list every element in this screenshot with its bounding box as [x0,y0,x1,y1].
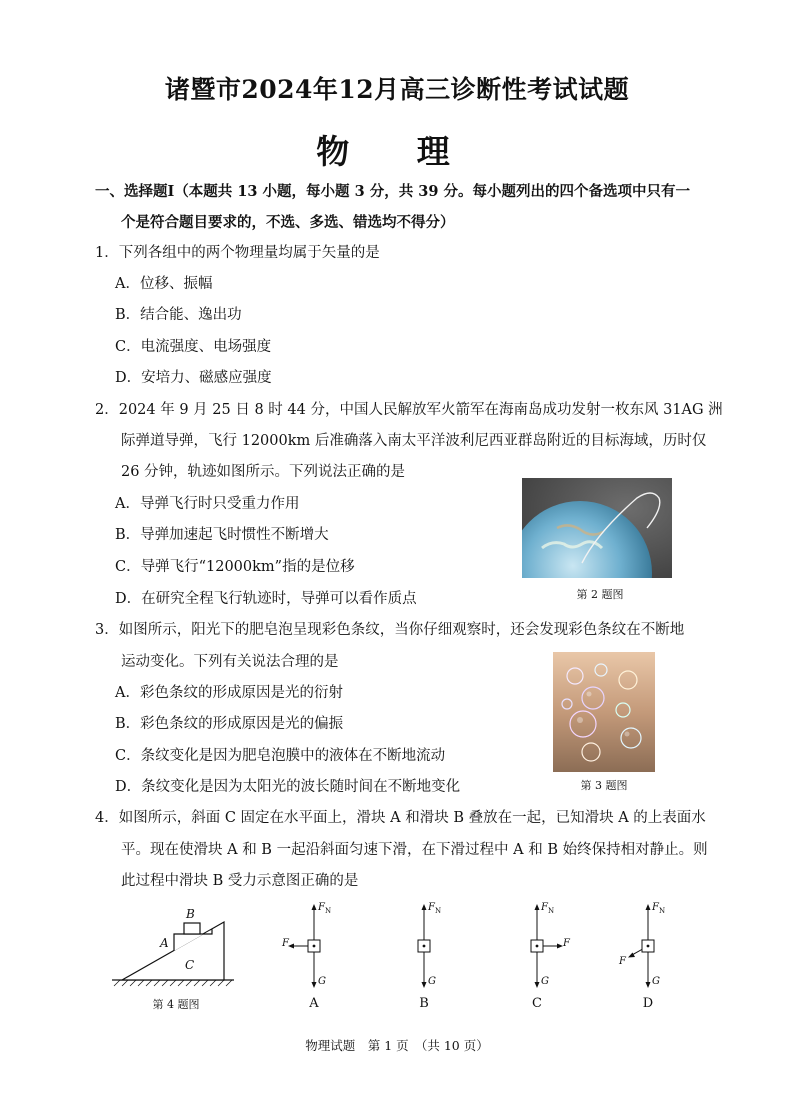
normal-force-label: $F_N$ [541,902,555,915]
section-heading-cont: 个是符合题目要求的，不选、多选、错选均不得分） [121,214,455,231]
question-3-figure-caption: 第 3 题图 [580,779,628,792]
page-footer: 物理试题 第 1 页 （共 10 页） [305,1038,489,1053]
question-1-option-c: C．电流强度、电场强度 [115,339,272,355]
question-1-option-d: D．安培力、磁感应强度 [115,370,272,386]
normal-force-label: $F_N$ [652,902,666,915]
question-2-stem-cont2: 26 分钟，轨迹如图所示。下列说法正确的是 [121,464,406,480]
question-3-option-b: B．彩色条纹的形成原因是光的偏振 [115,716,344,732]
question-4-figure-caption: 第 4 题图 [152,998,200,1011]
block-b-label: B [186,907,195,921]
incline-figure [112,902,237,992]
question-2-figure-caption: 第 2 题图 [576,588,624,601]
normal-force-label: $F_N$ [318,902,332,915]
earth-trajectory-image [522,478,672,578]
question-2-option-a: A．导弹飞行时只受重力作用 [115,496,300,512]
gravity-label: G [318,976,326,987]
friction-force-label: F [619,956,626,967]
force-diagram-a [280,900,350,994]
gravity-label: G [652,976,660,987]
gravity-label: G [541,976,549,987]
question-2-option-d: D．在研究全程飞行轨迹时，导弹可以看作质点 [115,591,417,607]
incline-c-label: C [185,958,195,972]
question-3-stem-cont: 运动变化。下列有关说法合理的是 [121,654,339,670]
question-1-stem: 1．下列各组中的两个物理量均属于矢量的是 [95,245,380,261]
force-diagram-d [614,900,684,994]
normal-force-label: $F_N$ [428,902,442,915]
choice-label-a: A [309,996,319,1011]
choice-label-d: D [642,996,654,1011]
question-4-stem: 4．如图所示，斜面 C 固定在水平面上，滑块 A 和滑块 B 叠放在一起，已知滑块 A 的上表面水 [95,810,706,826]
choice-label-b: B [419,996,429,1011]
question-1-option-b: B．结合能、逸出功 [115,307,242,323]
question-3-option-d: D．条纹变化是因为太阳光的波长随时间在不断地变化 [115,779,461,795]
page-title: 诸暨市2024年12月高三诊断性考试试题 [164,75,630,104]
question-2-option-b: B．导弹加速起飞时惯性不断增大 [115,527,329,543]
friction-force-label: F [563,938,570,949]
question-3-figure [553,652,655,772]
soap-bubbles-image [553,652,655,772]
question-2-stem: 2．2024 年 9 月 25 日 8 时 44 分，中国人民解放军火箭军在海南岛成功发射一枚东风 31AG 洲 [95,402,723,418]
force-diagram-c [503,900,573,994]
question-2-stem-cont: 际弹道导弹，飞行 12000km 后准确落入南太平洋波利尼西亚群岛附近的目标海域，历时仅 [121,433,707,449]
question-2-option-c: C．导弹飞行“12000km”指的是位移 [115,559,355,575]
gravity-label: G [428,976,436,987]
subject-title: 物 理 [316,132,478,171]
block-a-label: A [160,936,169,950]
question-3-option-a: A．彩色条纹的形成原因是光的衍射 [115,685,343,701]
friction-force-label: F [282,938,289,949]
question-3-option-c: C．条纹变化是因为肥皂泡膜中的液体在不断地流动 [115,748,446,764]
question-3-stem: 3．如图所示，阳光下的肥皂泡呈现彩色条纹，当你仔细观察时，还会发现彩色条纹在不断地 [95,622,685,638]
question-1-option-a: A．位移、振幅 [115,276,213,292]
question-2-figure [522,478,672,578]
question-4-stem-cont2: 此过程中滑块 B 受力示意图正确的是 [121,873,359,889]
question-4-stem-cont: 平。现在使滑块 A 和 B 一起沿斜面匀速下滑，在下滑过程中 A 和 B 始终保持相对静止。则 [121,842,708,858]
force-diagram-b [390,900,460,994]
section-heading: 一、选择题Ⅰ（本题共 13 小题，每小题 3 分，共 39 分。每小题列出的四个备选项中只有一 [95,183,691,200]
choice-label-c: C [532,996,542,1011]
